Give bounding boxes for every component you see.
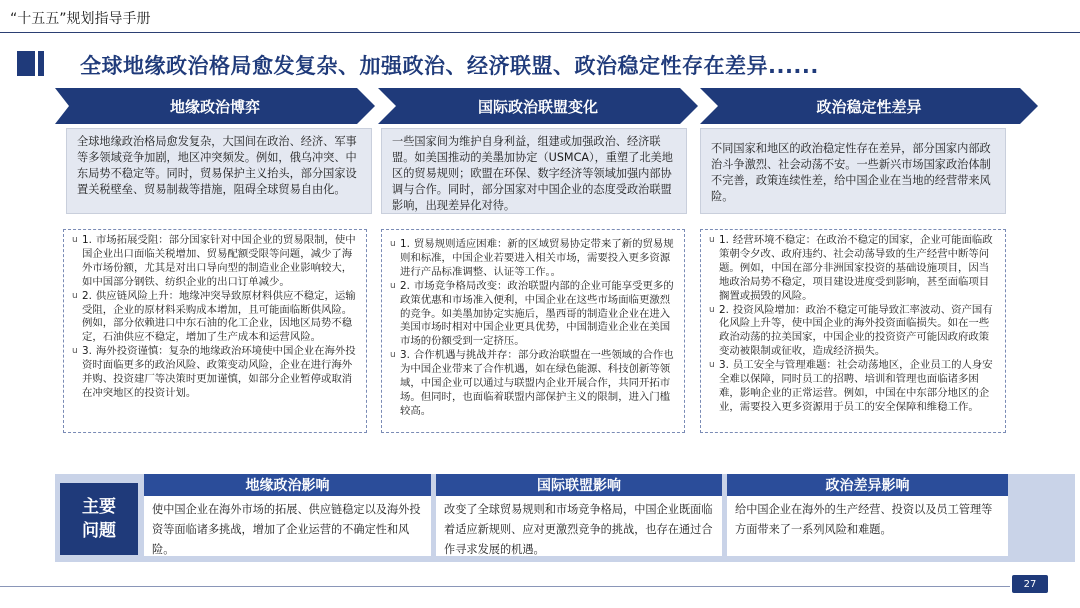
item-number: 2.: [82, 289, 92, 302]
list-item: [709, 359, 997, 415]
item-number: 3.: [400, 349, 410, 362]
details-stability: [700, 229, 1006, 433]
description-alliance: 一些国家间为维护自身利益，组建或加强政治、经济联盟。如美国推动的美墨加协定（USMCA），重塑了北美地区的贸易规则；欧盟在环保、数字经济等领域加强内部协调与合作。同时，部分国家对中国企业的态度受政治联盟影响，出现差异化对待。: [381, 128, 687, 214]
bullet-marker: u: [72, 346, 78, 357]
item-text: 经营环境不稳定：在政治不稳定的国家，企业可能面临政策朝令夕改、政府违约、社会动荡导致的生产经营中断等问题。例如，中国在部分非洲国家投资的基础设施项目，因当地政治局势不稳定，项目建设进度受到影响，甚至面临项目搁置或损毁的风险。: [719, 234, 993, 302]
item-text: 贸易规则适应困难：新的区域贸易协定带来了新的贸易规则和标准，中国企业若要进入相关市场，需要投入更多资源进行产品标准调整、认证等工作。。: [400, 238, 674, 278]
item-number: 3.: [82, 345, 92, 358]
header-divider: [0, 32, 1080, 33]
bullet-marker: u: [709, 360, 715, 371]
handbook-title: “十五五”规划指导手册: [10, 11, 151, 27]
item-text: 供应链风险上升：地缘冲突导致原材料供应不稳定，运输受阻，企业的原材料采购成本增加，且可能面临断供风险。例如，部分依赖进口中东石油的化工企业，因地区局势不稳定，石油供应不稳定，增加了生产成本和运营风险。: [82, 289, 356, 344]
description-geopolitics: 全球地缘政治格局愈发复杂，大国间在政治、经济、军事等多领域竞争加剧，地区冲突频发。例如，俄乌冲突、中东局势不稳定等。同时，贸易保护主义抬头，部分国家设置关税壁垒、贸易制裁等措施，阻碍全球贸易自由化。: [66, 128, 372, 214]
list-item: [709, 304, 997, 360]
item-text: 合作机遇与挑战并存：部分政治联盟在一些领域的合作也为中国企业带来了合作机遇，如在绿色能源、科技创新等领域，中国企业可以通过与联盟内企业开展合作，共同开拓市场。但同时，也面临着联盟内部保护主义的限制，进入门槛较高。: [400, 349, 674, 417]
main-issues-label: [60, 483, 138, 555]
details-alliance: [381, 229, 685, 433]
page-title: 全球地缘政治格局愈发复杂、加强政治、经济联盟、政治稳定性存在差异......: [80, 54, 819, 78]
title-accent-block: [17, 51, 35, 76]
list-item: [72, 290, 358, 346]
footer-divider: [0, 586, 1010, 587]
item-text: 海外投资谨慎：复杂的地缘政治环境使中国企业在海外投资时面临更多的政治风险、政策变动风险，企业在进行海外并购、投资建厂等决策时更加谨慎，如部分企业暂停或取消在冲突地区的投资计划。: [82, 345, 356, 399]
item-number: 1.: [719, 234, 729, 246]
column-heading-label: 国际政治联盟变化: [477, 97, 598, 116]
issue-heading-difference: 政治差异影响: [727, 474, 1008, 496]
bullet-marker: u: [390, 280, 396, 291]
item-number: 1.: [400, 238, 410, 250]
list-item: [72, 345, 358, 401]
item-number: 2.: [400, 279, 410, 292]
description-stability: 不同国家和地区的政治稳定性存在差异，部分国家内部政治斗争激烈、社会动荡不安。一些新兴市场国家政治体制不完善，政策连续性差，给中国企业在当地的经营带来风险。: [700, 128, 1006, 214]
details-geopolitics: [63, 229, 367, 433]
column-heading-geopolitics: [55, 88, 375, 124]
title-accent-stripe: [38, 51, 44, 76]
page-number: 27: [1012, 575, 1048, 593]
issue-text-geopolitics: 使中国企业在海外市场的拓展、供应链稳定以及海外投资等面临诸多挑战，增加了企业运营的不确定性和风险。: [144, 496, 431, 556]
item-text: 市场拓展受阻：部分国家针对中国企业的贸易限制，使中国企业出口面临关税增加、贸易配额受限等问题，减少了海外市场份额，尤其是对出口导向型的制造业企业影响较大，如中国部分钢铁、纺织企业的出口订单减少。: [82, 234, 356, 288]
bullet-marker: u: [390, 350, 396, 361]
issue-text-alliance: 改变了全球贸易规则和市场竞争格局，中国企业既面临着适应新规则、应对更激烈竞争的挑战，也存在通过合作寻求发展的机遇。: [436, 496, 722, 556]
column-heading-label: 政治稳定性差异: [816, 97, 922, 116]
bullet-marker: u: [72, 290, 78, 301]
issue-heading-geopolitics: 地缘政治影响: [144, 474, 431, 496]
list-item: [709, 234, 997, 304]
column-heading-alliance: [378, 88, 698, 124]
list-item: [390, 349, 676, 419]
column-heading-label: 地缘政治博弈: [169, 97, 260, 116]
bullet-marker: u: [72, 235, 78, 245]
bullet-marker: u: [709, 304, 715, 315]
issue-heading-alliance: 国际联盟影响: [436, 474, 722, 496]
list-item: [72, 234, 358, 290]
item-text: 投资风险增加：政治不稳定可能导致汇率波动、资产国有化风险上升等，使中国企业的海外投资面临损失。如在一些政治动荡的拉美国家，中国企业的投资资产可能因政府政策变动被限制或征收，造成经济损失。: [719, 303, 993, 358]
column-heading-stability: [700, 88, 1038, 124]
list-item: [390, 238, 676, 280]
issue-text-difference: 给中国企业在海外的生产经营、投资以及员工管理等方面带来了一系列风险和难题。: [727, 496, 1008, 556]
main-issues-text: 主要 问题: [82, 497, 116, 541]
item-number: 1.: [82, 234, 92, 246]
bullet-marker: u: [390, 239, 396, 249]
bullet-marker: u: [709, 235, 715, 245]
item-number: 2.: [719, 303, 729, 316]
list-item: [390, 280, 676, 350]
item-text: 市场竞争格局改变：政治联盟内部的企业可能享受更多的政策优惠和市场准入便利，中国企业在这些市场面临更激烈的竞争。如美墨加协定实施后，墨西哥的制造业企业在进入美国市场时相对中国企业更具优势，中国制造业企业在美国市场的份额受到一定挤压。: [400, 279, 674, 348]
item-text: 员工安全与管理难题：社会动荡地区，企业员工的人身安全难以保障，同时员工的招聘、培训和管理也面临诸多困难，影响企业的正常运营。例如，中国在中东部分地区的企业，需要投入更多资源用于员工的安全保障和维稳工作。: [719, 359, 993, 413]
item-number: 3.: [719, 359, 729, 372]
